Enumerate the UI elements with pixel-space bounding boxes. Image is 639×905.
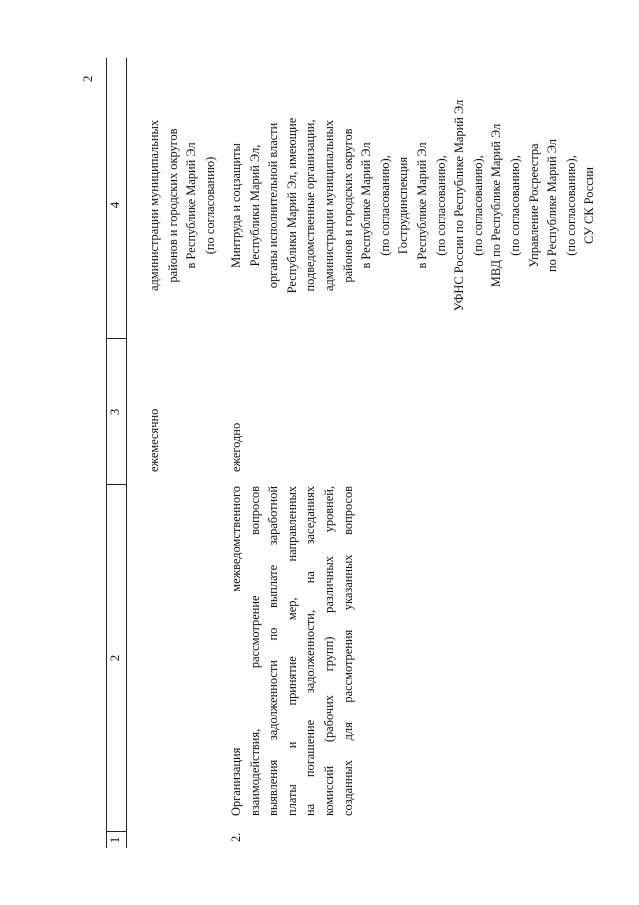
row-2-frequency: ежегодно [229, 422, 243, 472]
table-header-bottom-border [126, 58, 127, 848]
column-divider-3-4 [106, 338, 126, 339]
column-divider-2-3 [106, 484, 126, 485]
column-header-3: 3 [107, 408, 122, 416]
continued-row-responsible: администрации муниципальных районов и городских округов в Республике Марий Эл (по согласованию) [147, 119, 217, 292]
column-header-2: 2 [107, 654, 122, 662]
table-top-border [106, 58, 107, 848]
column-header-4: 4 [107, 201, 122, 209]
column-header-1: 1 [107, 836, 122, 844]
page-number: 2 [80, 75, 95, 82]
row-2-activity: Организация межведомственного взаимодействия, рассмотрение вопросов выявления задолженности по выплате заработной платы и принятие мер, направленных на погашение задолженности, на заседаниях комиссий (рабочих групп) различных уровней, созданных для рассмотрения указанных вопросов [229, 486, 355, 816]
continued-row-frequency: ежемесячно [147, 408, 161, 472]
row-2-number: 2. [229, 832, 243, 842]
row-2-responsible: Минтруда и соцзащиты Республики Марий Эл, органы исполнительной власти Республики Марий Эл, имеющие подведомственные организации, администрации муниципальных районов и городских округов в Республике Марий Эл (по согласованию), Гострудинспекция в Республике Марий Эл (по согласованию), УФНС России по Республике Марий Эл (по согласованию), МВД по Республике Марий Эл (по согласованию), Управление Росреестра по Республике Марий Эл (по согласованию), СУ СК России [229, 99, 597, 312]
